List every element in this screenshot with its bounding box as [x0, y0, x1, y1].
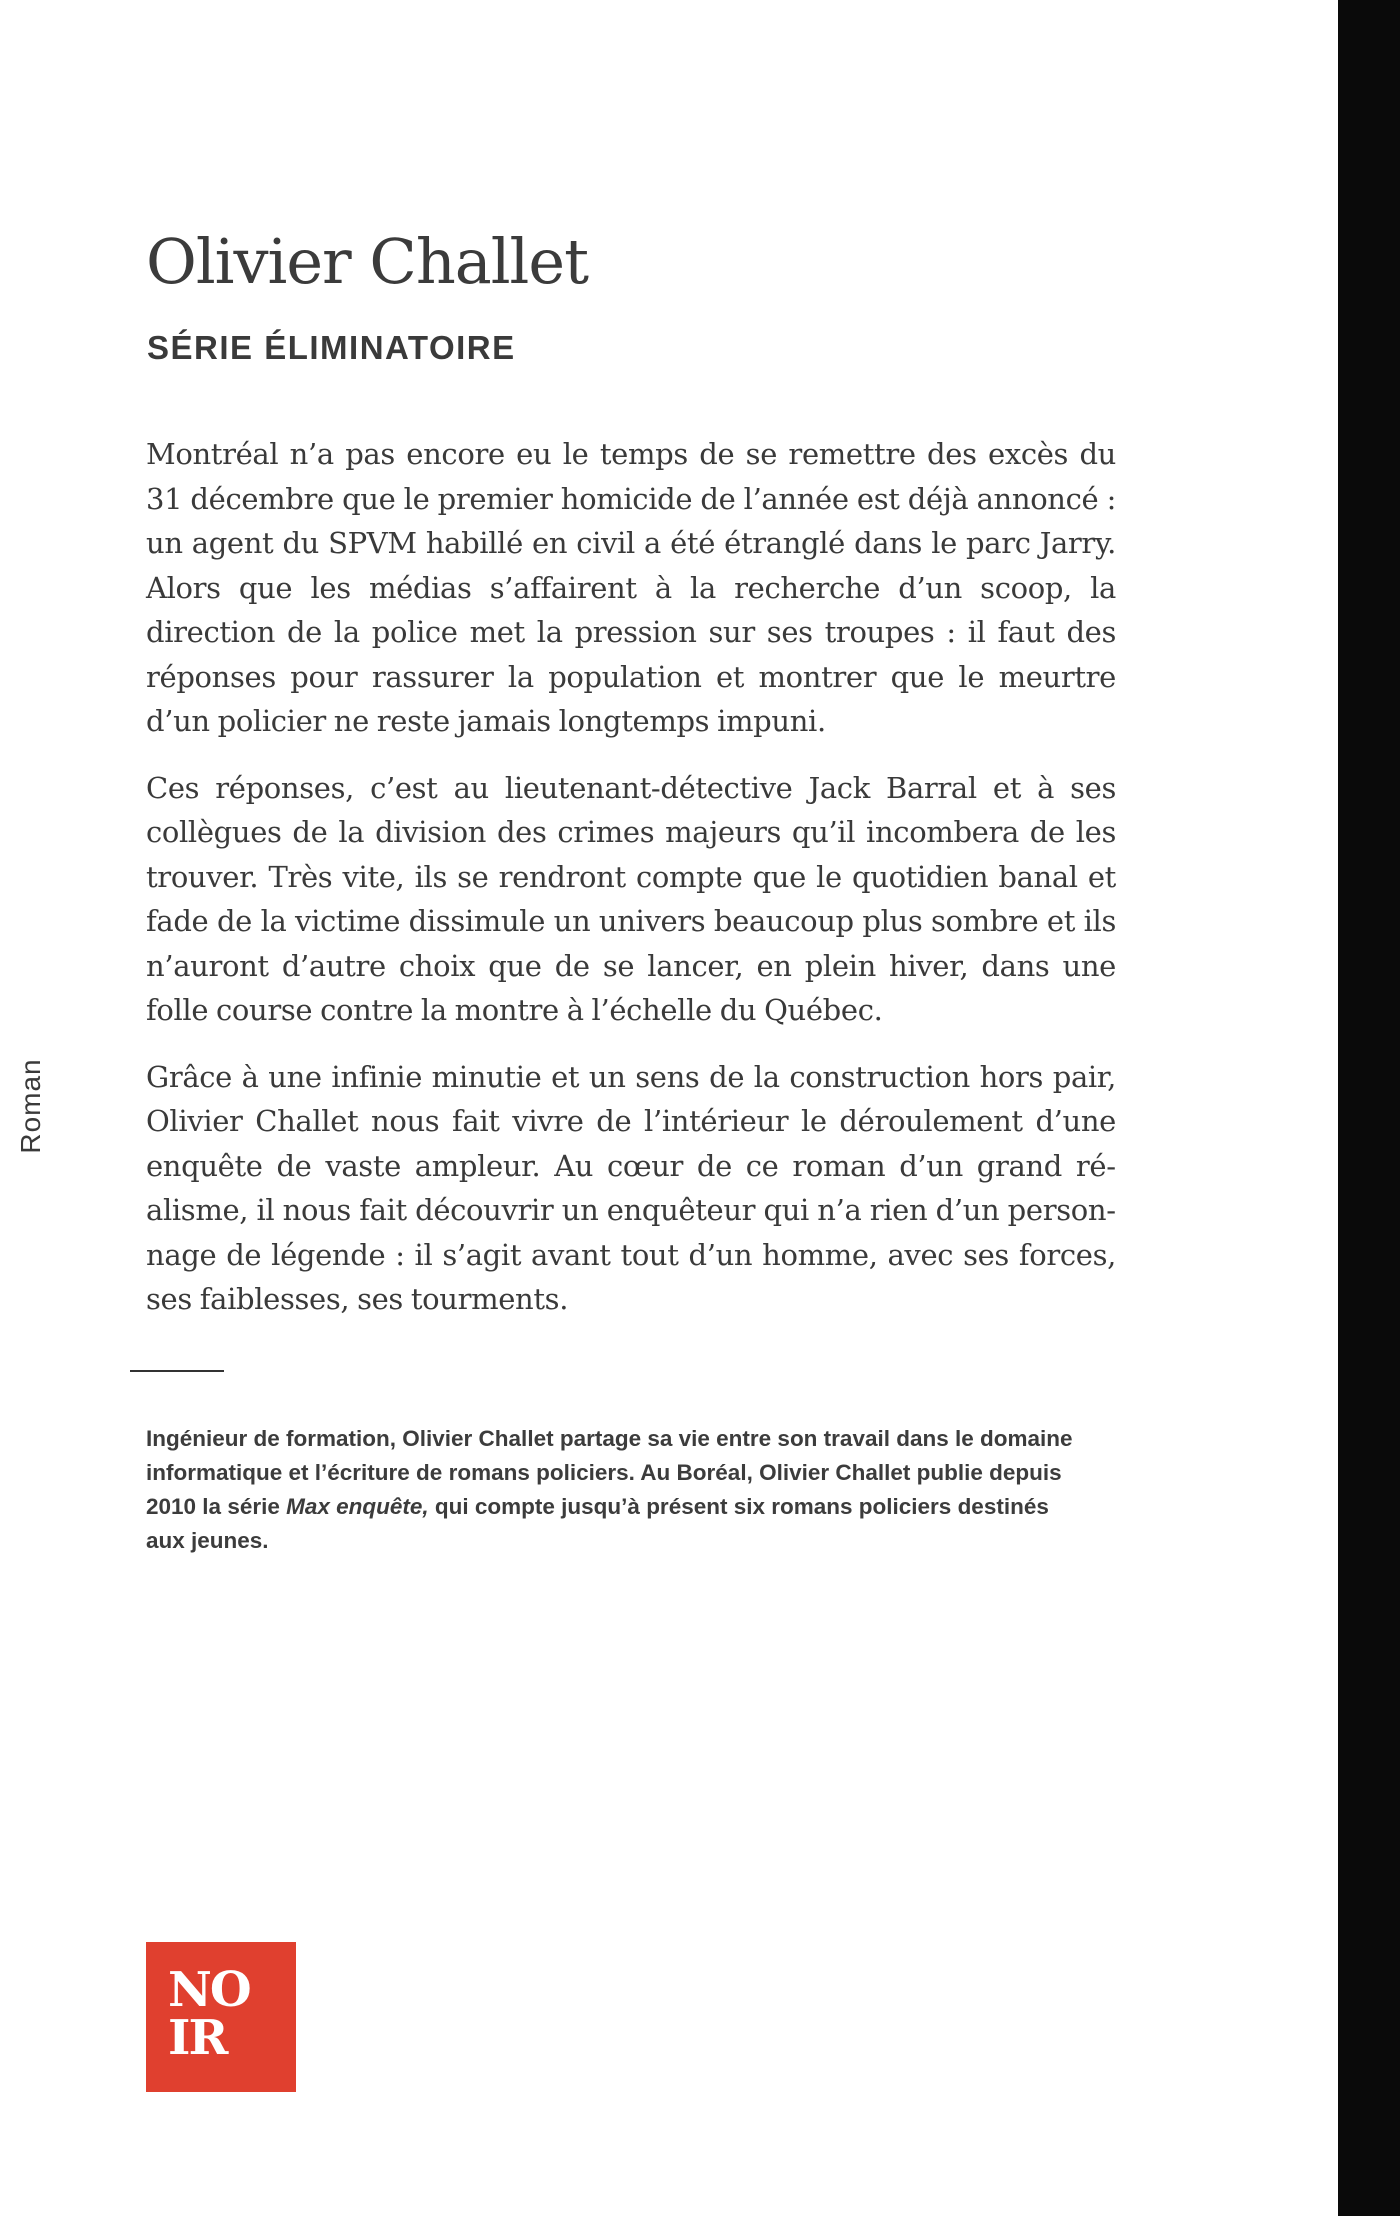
blurb-paragraph-3: Grâce à une infinie minutie et un sens de la construction hors pair, Olivier Challet nous fait vivre de l’intérieur le déroulement d’une enquête de vaste ampleur. Au cœur de ce roman d’un grand réalisme, il nous fait découvrir un enquêteur qui n’a rien d’un personnage de légende : il s’agit avant tout d’un homme, avec ses forces, ses faiblesses, ses tourments.	[146, 1059, 1116, 1316]
genre-label: Roman	[15, 1058, 46, 1154]
author-name: Olivier Challet	[146, 225, 588, 298]
logo-line-2: IR	[168, 2010, 227, 2066]
blurb-paragraph-1: Montréal n’a pas encore eu le temps de se remettre des excès du 31 décembre que le premier homicide de l’année est déjà annoncé : un agent du SPVM habillé en civil a été étranglé dans le parc Jarry. Alors que les médias s’affairent à la recherche d’un scoop, la direction de la police met la pression sur ses troupes : il faut des réponses pour rassurer la population et montrer que le meurtre d’un policier ne reste jamais longtemps impuni.	[146, 437, 1116, 738]
author-bio	[146, 1422, 1086, 1558]
spine-edge	[1338, 0, 1400, 2216]
noir-logo	[146, 1942, 296, 2092]
logo-line-1: NO	[168, 1962, 250, 2018]
blurb	[146, 432, 1116, 1344]
bio-text-start: Ingénieur de formation, Olivier Challet partage sa vie entre son travail dans le domaine informatique et l’écriture de romans policiers. Au Boréal, Olivier Challet publie depuis 2010 la série	[146, 1426, 1073, 1519]
divider	[130, 1370, 224, 1372]
bio-text-end: qui compte jusqu’à présent six romans policiers destinés aux jeunes.	[146, 1494, 1049, 1553]
bio-series-title: Max enquête,	[286, 1494, 429, 1519]
blurb-paragraph-2: Ces réponses, c’est au lieutenant-détective Jack Barral et à ses collègues de la division des crimes majeurs qu’il incombera de les trouver. Très vite, ils se rendront compte que le quotidien banal et fade de la victime dissimule un univers beaucoup plus sombre et ils n’auront d’autre choix que de se lancer, en plein hiver, dans une folle course contre la montre à l’échelle du Québec.	[146, 770, 1116, 1027]
book-title: SÉRIE ÉLIMINATOIRE	[147, 329, 516, 366]
